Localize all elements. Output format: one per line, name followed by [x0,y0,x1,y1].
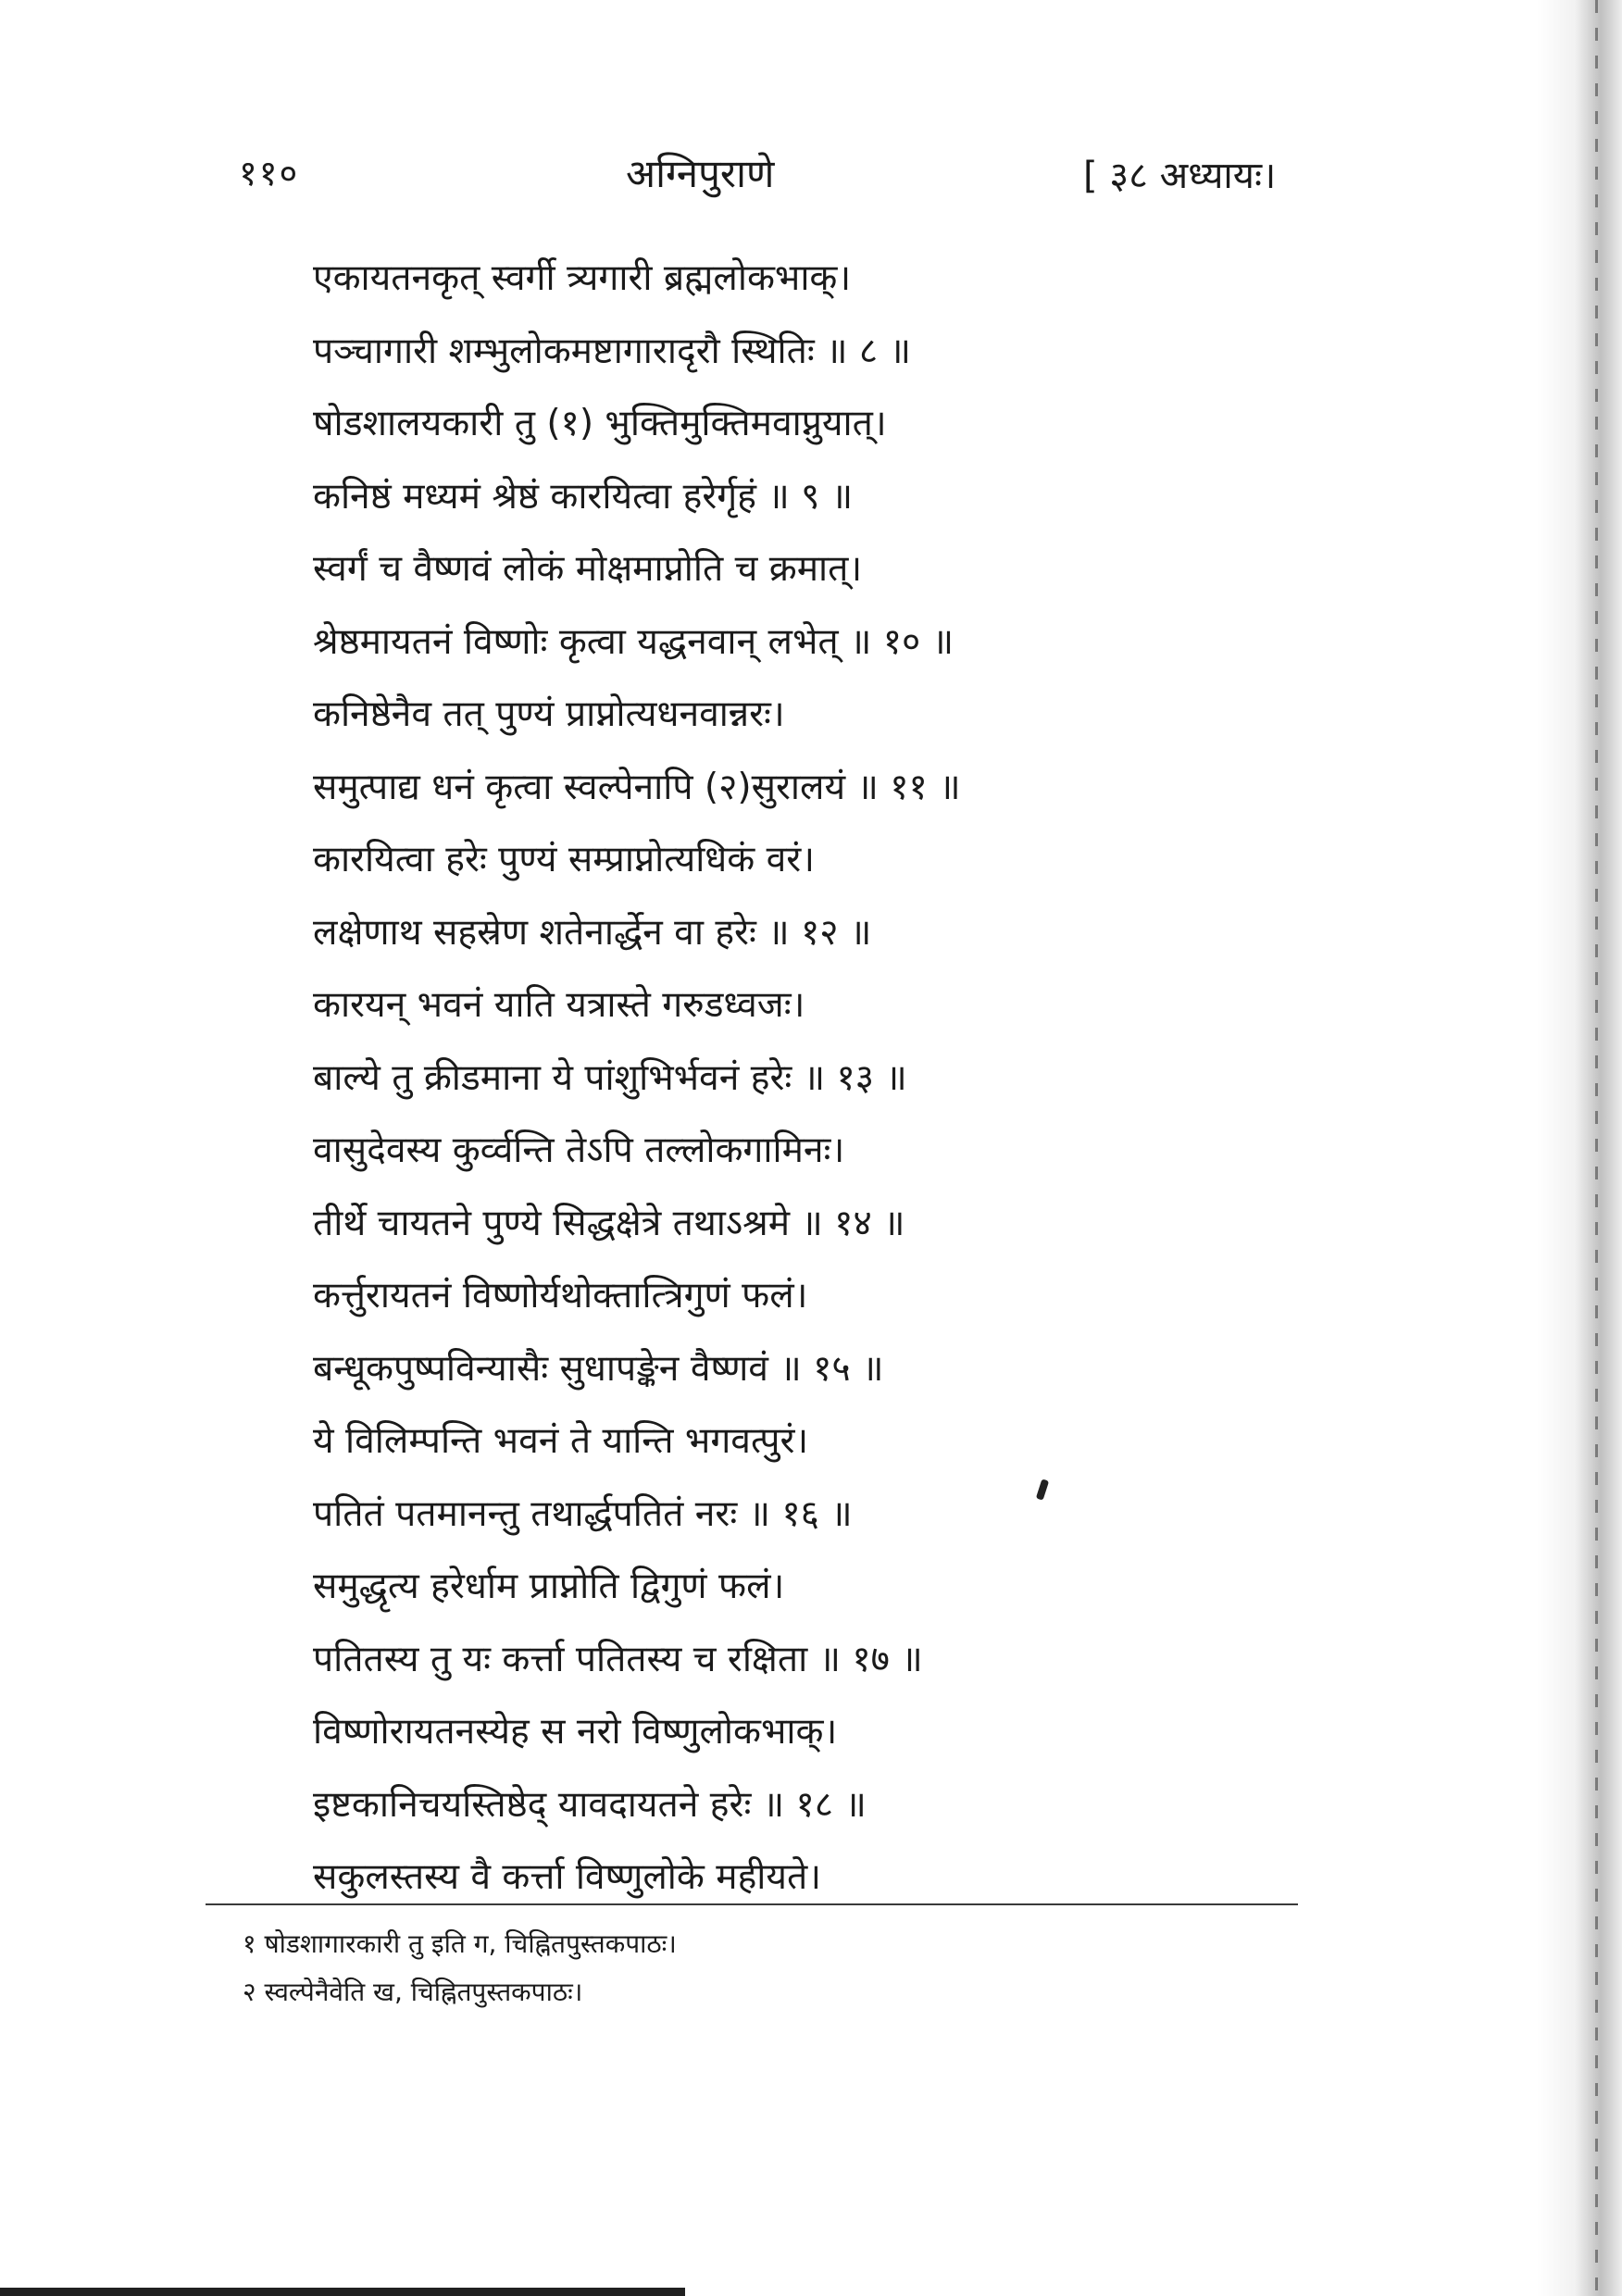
footnote: १ षोडशागारकारी तु इति ग, चिह्नितपुस्तकपाठः। [243,1928,677,1959]
verse-line: कनिष्ठं मध्यमं श्रेष्ठं कारयित्वा हरेर्गृहं ॥ ९ ॥ [313,475,854,518]
verse-line: लक्षेणाथ सहस्रेण शतेनार्द्धेन वा हरेः ॥ १२ ॥ [313,911,872,954]
verse-line: समुद्धृत्य हरेर्धाम प्राप्नोति द्विगुणं फलं। [313,1566,785,1607]
page-header [0,139,1622,213]
verse-line: स्वर्गं च वैष्णवं लोकं मोक्षमाप्नोति च क्रमात्। [313,548,863,590]
verse-line: बन्धूकपुष्पविन्यासैः सुधापङ्केन वैष्णवं ॥ १५ ॥ [313,1347,884,1390]
chapter-reference: [ ३८ अध्यायः। [1083,155,1277,197]
verse-line: षोडशालयकारी तु (१) भुक्तिमुक्तिमवाप्नुयात्। [313,403,887,444]
verse-line: श्रेष्ठमायतनं विष्णोः कृत्वा यद्धनवान् लभेत् ॥ १० ॥ [313,620,954,663]
verse-line: कर्त्तुरायतनं विष्णोर्यथोक्तात्त्रिगुणं फलं। [313,1275,808,1316]
verse-line: समुत्पाद्य धनं कृत्वा स्वल्पेनापि (२)सुरालयं ॥ ११ ॥ [313,766,961,808]
verse-line: वासुदेवस्य कुर्व्वन्ति तेऽपि तल्लोकगामिनः। [313,1129,845,1171]
running-title: अग्निपुराणे [626,151,775,196]
scan-bottom-shadow [0,2288,685,2296]
verse-line: कारयन् भवनं याति यत्रास्ते गरुडध्वजः। [313,984,805,1026]
verse-line: कनिष्ठेनैव तत् पुण्यं प्राप्नोत्यधनवान्नरः। [313,693,785,735]
footnote-divider [206,1903,1298,1905]
binding-edge-line [1595,0,1598,2296]
verse-line: पतितस्य तु यः कर्त्ता पतितस्य च रक्षिता ॥ १७ ॥ [313,1638,923,1680]
verse-line: पतितं पतमानन्तु तथार्द्धपतितं नरः ॥ १६ ॥ [313,1492,853,1535]
verse-block [313,243,1313,1915]
verse-line: एकायतनकृत् स्वर्गी त्र्यगारी ब्रह्मलोकभाक्। [313,257,852,299]
verse-line: ये विलिम्पन्ति भवनं ते यान्ति भगवत्पुरं। [313,1420,809,1462]
verse-line: विष्णोरायतनस्येह स नरो विष्णुलोकभाक्। [313,1711,838,1753]
footnote: २ स्वल्पेनैवेति ख, चिह्नितपुस्तकपाठः। [243,1977,583,2007]
verse-line: बाल्ये तु क्रीडमाना ये पांशुभिर्भवनं हरेः ॥ १३ ॥ [313,1056,907,1099]
verse-line: इष्टकानिचयस्तिष्ठेद् यावदायतने हरेः ॥ १८ ॥ [313,1783,867,1826]
scanned-page-edge [1537,0,1622,2296]
verse-line: कारयित्वा हरेः पुण्यं सम्प्राप्नोत्यधिकं वरं। [313,839,816,880]
verse-line: पञ्चागारी शम्भुलोकमष्टागारादृरौ स्थितिः ॥ ८ ॥ [313,330,911,372]
footnotes [243,1920,677,2016]
verse-line: तीर्थे चायतने पुण्ये सिद्धक्षेत्रे तथाऽश्रमे ॥ १४ ॥ [313,1202,905,1244]
page-number: ११० [239,153,300,193]
verse-line: सकुलस्तस्य वै कर्त्ता विष्णुलोके महीयते। [313,1856,822,1898]
